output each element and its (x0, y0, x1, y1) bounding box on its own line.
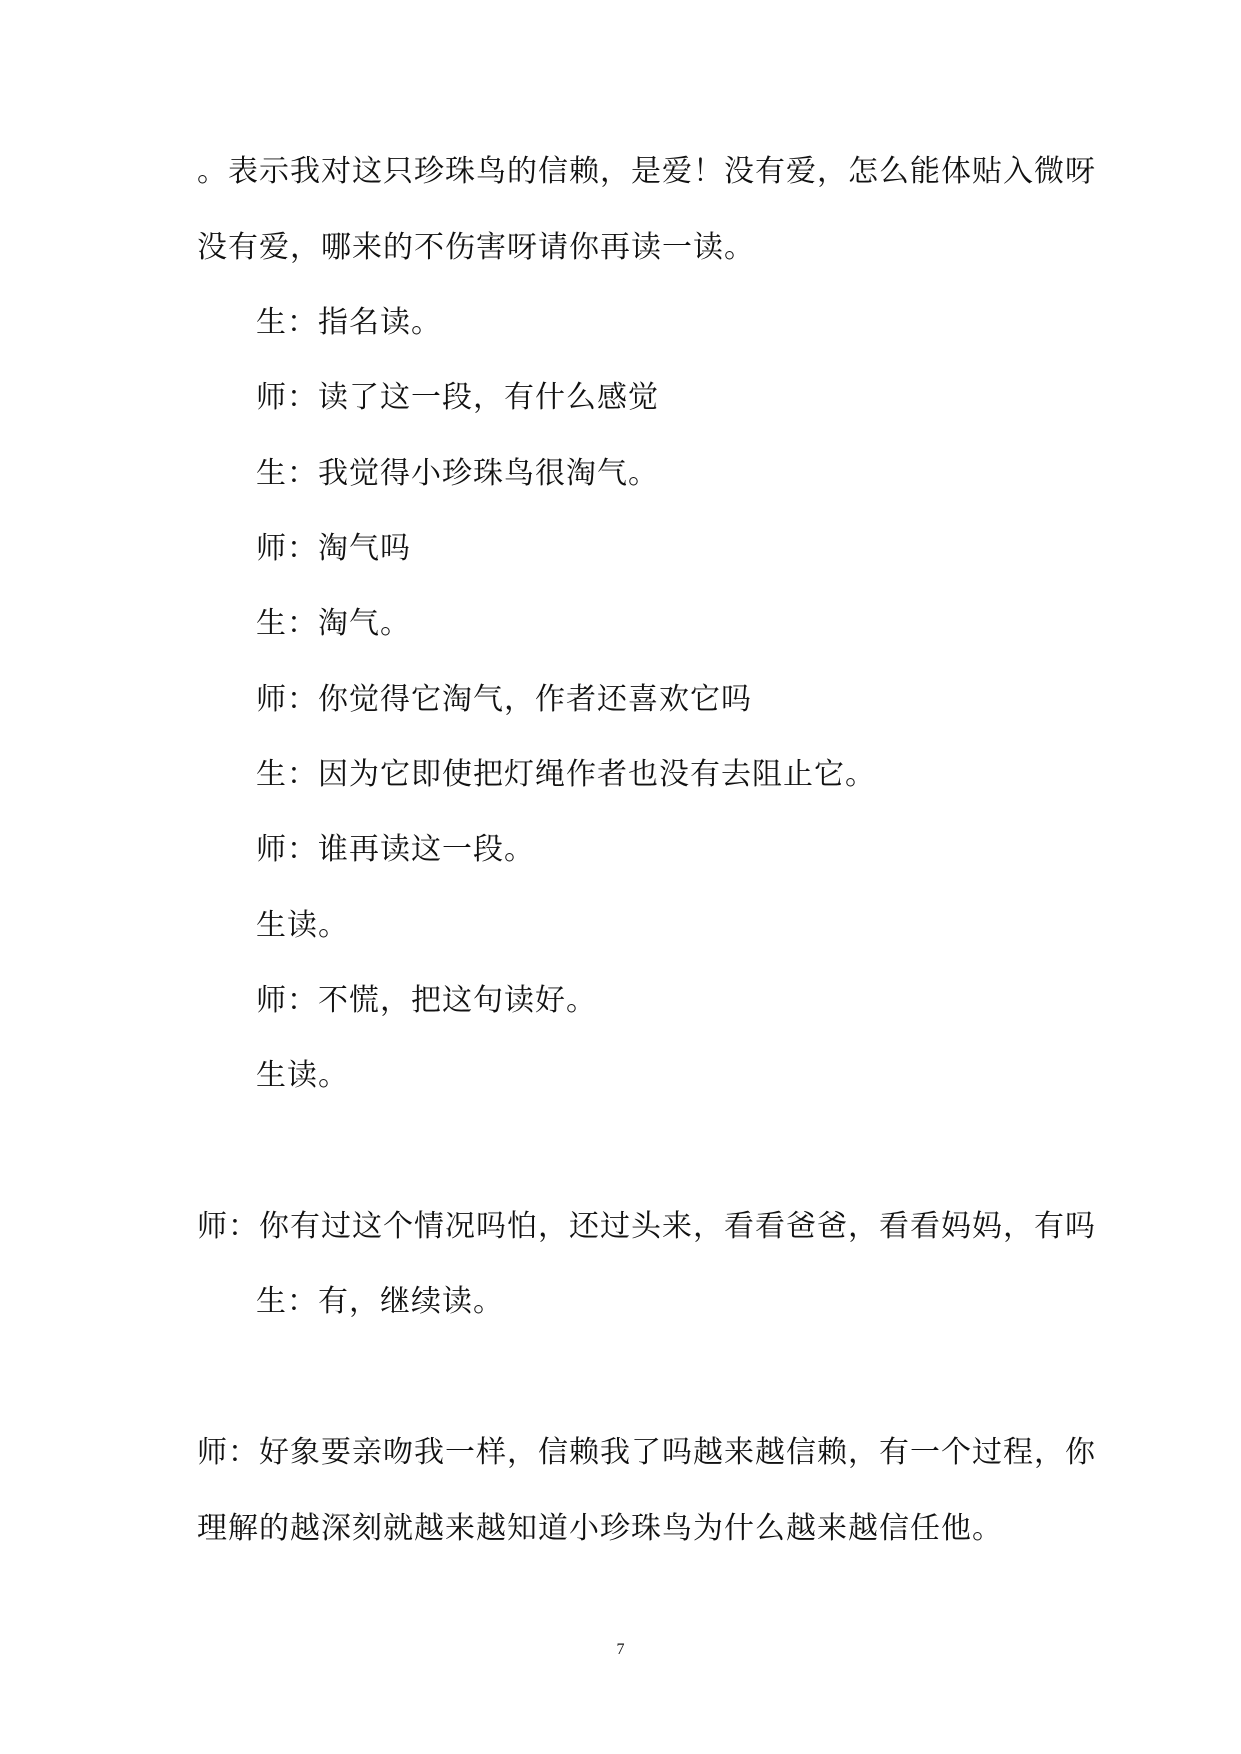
dialogue-line: 师：好象要亲吻我一样，信赖我了吗越来越信赖，有一个过程，你 (197, 1435, 1096, 1470)
paragraph-line: 。表示我对这只珍珠鸟的信赖，是爱！没有爱，怎么能体贴入微呀 (197, 154, 1096, 189)
paragraph-line: 理解的越深刻就越来越知道小珍珠鸟为什么越来越信任他。 (197, 1511, 1003, 1546)
dialogue-line: 师：读了这一段，有什么感觉 (256, 380, 659, 415)
dialogue-line: 师：淘气吗 (256, 531, 411, 566)
dialogue-line: 生：淘气。 (256, 606, 411, 641)
dialogue-line: 师：不慌，把这句读好。 (256, 983, 597, 1018)
paragraph-line: 没有爱，哪来的不伤害呀请你再读一读。 (197, 230, 755, 265)
dialogue-line: 生读。 (256, 1058, 349, 1093)
dialogue-line: 师：谁再读这一段。 (256, 832, 535, 867)
dialogue-line: 师：你有过这个情况吗怕，还过头来，看看爸爸，看看妈妈，有吗 (197, 1209, 1096, 1244)
dialogue-line: 生：我觉得小珍珠鸟很淘气。 (256, 456, 659, 491)
page-number: 7 (616, 1641, 625, 1658)
dialogue-line: 生：有，继续读。 (256, 1284, 504, 1319)
dialogue-line: 生：指名读。 (256, 305, 442, 340)
dialogue-line: 生：因为它即使把灯绳作者也没有去阻止它。 (256, 757, 876, 792)
dialogue-line: 生读。 (256, 908, 349, 943)
dialogue-line: 师：你觉得它淘气，作者还喜欢它吗 (256, 682, 752, 717)
